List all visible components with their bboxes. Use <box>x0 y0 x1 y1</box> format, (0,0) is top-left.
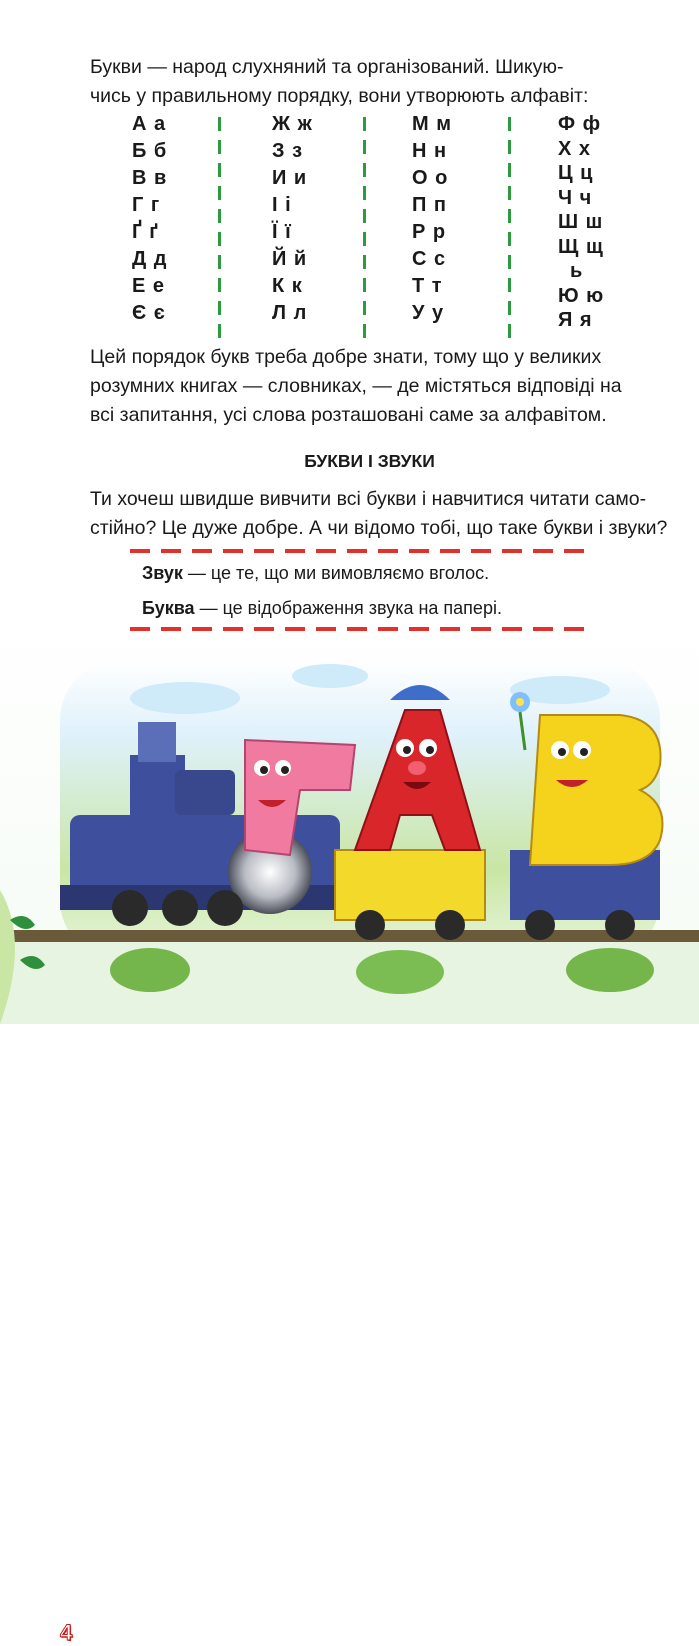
column-separator <box>363 117 366 339</box>
order-line-3: всі запитання, усі слова розташовані саме за алфавітом. <box>90 404 607 426</box>
alphabet-letter-pair: А а <box>132 113 167 135</box>
alphabet-letter-pair: Ф ф <box>558 113 602 135</box>
order-paragraph <box>90 343 675 430</box>
alphabet-letter-pair: О о <box>412 167 449 189</box>
section-title: БУКВИ І ЗВУКИ <box>304 451 435 471</box>
definition-term: Буква <box>142 598 195 618</box>
alphabet-letter-pair: Г г <box>132 194 161 216</box>
question-line-1: Ти хочеш швидше вивчити всі букви і навчитися читати само- <box>90 488 647 510</box>
definition-sound <box>142 563 489 584</box>
order-line-1: Цей порядок букв треба добре знати, тому що у великих <box>90 346 602 368</box>
column-separator <box>508 117 511 339</box>
definition-text: — це відображення звука на папері. <box>194 598 502 618</box>
train-illustration <box>0 640 699 1645</box>
order-line-2: розумних книгах — словниках, — де містяться відповіді на <box>90 375 622 397</box>
alphabet-letter-pair: С с <box>412 248 447 270</box>
alphabet-letter-pair: Й й <box>272 248 308 270</box>
alphabet-letter-pair: Ґ ґ <box>132 221 160 243</box>
dashed-divider-bottom <box>130 627 585 631</box>
alphabet-letter-pair: Ю ю <box>558 284 605 307</box>
alphabet-letter-pair: Р р <box>412 221 447 243</box>
question-line-2: стійно? Це дуже добре. А чи відомо тобі, що таке букви і звуки? <box>90 517 668 539</box>
definition-text: — це те, що ми вимовляємо вголос. <box>182 563 490 583</box>
intro-line-1: Букви — народ слухняний та організований. Шикую- <box>90 56 564 78</box>
definition-letter <box>142 598 502 619</box>
alphabet-letter-pair: Ч ч <box>558 186 593 209</box>
question-paragraph <box>90 485 675 543</box>
dashed-divider-top <box>130 549 585 553</box>
alphabet-letter-pair: З з <box>272 140 304 162</box>
alphabet-letter-pair: ь <box>570 260 584 282</box>
intro-paragraph <box>90 53 675 111</box>
definition-term: Звук <box>142 563 183 583</box>
alphabet-letter-pair: Є є <box>132 302 166 324</box>
alphabet-letter-pair: М м <box>412 113 453 135</box>
alphabet-letter-pair: І і <box>272 194 292 216</box>
alphabet-letter-pair: Е е <box>132 275 166 297</box>
alphabet-letter-pair: Ш ш <box>558 211 604 233</box>
alphabet-letter-pair: Х х <box>558 137 592 160</box>
alphabet-letter-pair: Я я <box>558 309 593 331</box>
alphabet-letter-pair: Н н <box>412 140 448 162</box>
intro-line-2: чись у правильному порядку, вони утворюють алфавіт: <box>90 85 589 107</box>
alphabet-letter-pair: Т т <box>412 275 443 297</box>
alphabet-letter-pair: Д д <box>132 248 168 270</box>
alphabet-letter-pair: Л л <box>272 302 308 324</box>
alphabet-letter-pair: У у <box>412 302 445 324</box>
alphabet-letter-pair: Щ щ <box>558 235 604 258</box>
alphabet-letter-pair: И и <box>272 167 308 189</box>
alphabet-letter-pair: Ї ї <box>272 221 292 243</box>
alphabet-table <box>120 113 640 343</box>
alphabet-letter-pair: К к <box>272 275 303 297</box>
alphabet-letter-pair: Ц ц <box>558 162 594 184</box>
page-number: 4 <box>60 1620 73 1645</box>
alphabet-letter-pair: Б б <box>132 140 168 162</box>
column-separator <box>218 117 221 339</box>
alphabet-letter-pair: Ж ж <box>272 113 313 135</box>
alphabet-letter-pair: П п <box>412 194 448 216</box>
alphabet-letter-pair: В в <box>132 167 168 189</box>
